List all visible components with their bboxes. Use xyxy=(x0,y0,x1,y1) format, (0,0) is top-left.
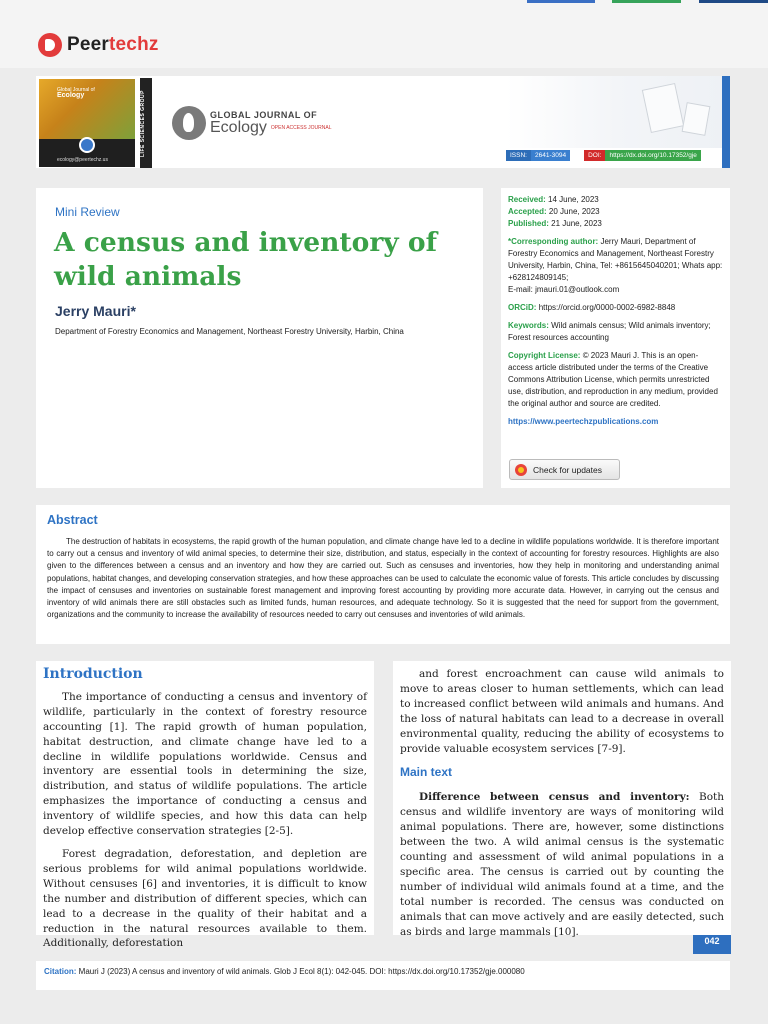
orcid-link[interactable]: https://orcid.org/0000-0002-6982-8848 xyxy=(538,303,676,312)
author-email[interactable]: E-mail: jmauri.01@outlook.com xyxy=(508,285,620,294)
publisher-logo[interactable] xyxy=(38,33,159,57)
body-column-right xyxy=(393,661,731,938)
page-number: 042 xyxy=(693,935,731,954)
dates-block: Received: 14 June, 2023 Accepted: 20 June, 2023 Published: 21 June, 2023 xyxy=(508,195,602,228)
published-date: 21 June, 2023 xyxy=(551,219,602,228)
publisher-website-link[interactable]: https://www.peertechzpublications.com xyxy=(508,417,659,426)
issn-value: 2641-3094 xyxy=(531,150,570,161)
citation-text: Mauri J (2023) A census and inventory of wild animals. Glob J Ecol 8(1): 042-045. DOI: https://dx.doi.org/10.17352/gje.000080 xyxy=(78,967,525,976)
abstract-heading: Abstract xyxy=(47,513,98,527)
top-color-bar-blue-overlay xyxy=(527,0,595,3)
open-access-label: OPEN ACCESS JOURNAL xyxy=(270,125,332,131)
doi-link[interactable]: https://dx.doi.org/10.17352/gje xyxy=(605,150,700,161)
keywords-block: Keywords: Wild animals census; Wild animals inventory; Forest resources accounting xyxy=(508,321,711,342)
license-block: Copyright License: © 2023 Mauri J. This is an open-access article distributed under the terms of the Creative Commons Attribution License, which permits unrestricted use, distribution, and reproduction in any medium, provided the original author and source are credited. xyxy=(508,351,718,408)
top-color-bar-navy-overlay xyxy=(699,0,768,3)
citation-bar xyxy=(36,961,730,990)
received-date: 14 June, 2023 xyxy=(548,195,599,204)
title-card xyxy=(36,188,483,488)
top-color-bar-green-overlay xyxy=(612,0,681,3)
body-column-left xyxy=(36,661,374,950)
article-author[interactable]: Jerry Mauri* xyxy=(55,303,136,319)
peertechz-logo-icon xyxy=(38,33,62,57)
article-title: A census and inventory of wild animals xyxy=(54,227,438,292)
leaf-icon xyxy=(172,106,206,140)
accepted-date: 20 June, 2023 xyxy=(548,207,600,216)
abstract-section xyxy=(36,505,730,644)
document-icon xyxy=(642,83,684,133)
publisher-header xyxy=(0,0,768,68)
check-for-updates-button[interactable]: Check for updates xyxy=(509,459,620,480)
cover-emblem-icon xyxy=(79,137,95,153)
banner-decoration xyxy=(506,76,724,148)
journal-banner xyxy=(36,76,730,168)
banner-accent-bar xyxy=(722,76,730,168)
intro-paragraph-1: The importance of conducting a census and inventory of wildlife, particularly in the context of forestry resource accounting [1]. The rapid growth of human population, habitat destruction, and climate change have led to a decline in wildlife populations worldwide. Census and inventory are essential tools in determining the size, distribution, and status of wildlife populations. The article emphasizes the importance of conducting a census and inventory of wildlife species, and how this data can help develop effective conservation strategies [2-5]. xyxy=(43,690,367,838)
doi-label: DOI: xyxy=(584,150,605,161)
issn-doi-row xyxy=(506,150,701,161)
publisher-name: Peertechz xyxy=(67,34,159,55)
orcid-block: ORCiD: https://orcid.org/0000-0002-6982-8848 xyxy=(508,303,676,312)
issn-label: ISSN: xyxy=(506,150,531,161)
intro-paragraph-2: Forest degradation, deforestation, and depletion are serious problems for wild animal populations worldwide. Without censuses [6] and inventories, it is difficult to know the number and distribution of different species, which can lead to a decrease in the quality of their habitat and a reduction in the natural resources available to them. Additionally, deforestation xyxy=(43,847,367,950)
right-paragraph-1: and forest encroachment can cause wild animals to move to areas closer to human settlements, which can lead to increased conflict between wild animals and humans. And the loss of natural habitats can lead to a decrease in overall environmental quality, reducing the ability of ecosystems to provide valuable ecosystem services [7-9]. xyxy=(400,668,724,755)
article-type: Mini Review xyxy=(55,205,120,219)
journal-name-line2: Ecology xyxy=(210,118,267,136)
author-affiliation: Department of Forestry Economics and Management, Northeast Forestry University, Harbin, China xyxy=(55,327,404,336)
document-icon xyxy=(682,102,711,136)
journal-logo xyxy=(172,106,332,140)
right-paragraph-2: Difference between census and inventory: Both census and wildlife inventory are ways of monitoring wild animal populations. There are, however, some distinctions between the two. A wild animal census is the systematic counting and assessment of wild animal populations in a specific area. The census is carried out by counting the number of individual wild animals found at a time, and the total number is recorded. The census was conducted on animals that can move actively and are easily detected, such as birds and large mammals [10]. xyxy=(400,791,725,938)
life-sciences-strip: LIFE SCIENCES GROUP xyxy=(140,78,152,168)
article-meta-card xyxy=(501,188,730,488)
main-text-heading: Main text xyxy=(400,765,453,780)
journal-cover-image[interactable] xyxy=(39,79,135,167)
corresponding-author-block: *Corresponding author: Jerry Mauri, Department of Forestry Economics and Management, Northeast Forestry University, Harbin, China, Tel: +8615645040201; Whats app: +628124809145; E-mail: jmauri.01@outlook.com xyxy=(508,237,723,294)
abstract-text: The destruction of habitats in ecosystems, the rapid growth of the human population, and climate change have led to a decline in wildlife populations worldwide. It is therefore important to carry out a census and inventory of wild animal species, to determine their size, distribution, and status, especially in the context of accounting for forestry resources. Highlights are also given to the differences between a census and an inventory and how they are carried out. Such as censuses and inventories, how they help in monitoring and understanding animal populations, habitat changes, and developing conservation strategies, and how these approaches can be used to calculate the economic value of forests. This article concludes by discussing the impact of censuses and inventories on sustainable forest management and improving forest accounting by providing more accurate data. However, in carrying out the census and inventory of wild animals there are still obstacles such as limited funds, human resources, and adequate technology. So it is suggested that the need for support from the government, organizations and the community to increase the availability of resources needed to carry out censuses and inventories of wild animals. xyxy=(47,537,719,620)
cover-email: ecology@peertechz.us xyxy=(57,157,108,163)
crossmark-icon xyxy=(515,464,527,476)
journal-name-line1: GLOBAL JOURNAL OF xyxy=(210,109,318,120)
introduction-heading: Introduction xyxy=(43,666,143,682)
citation-label: Citation: xyxy=(44,967,77,976)
cover-title: Global Journal of Ecology xyxy=(57,87,95,99)
